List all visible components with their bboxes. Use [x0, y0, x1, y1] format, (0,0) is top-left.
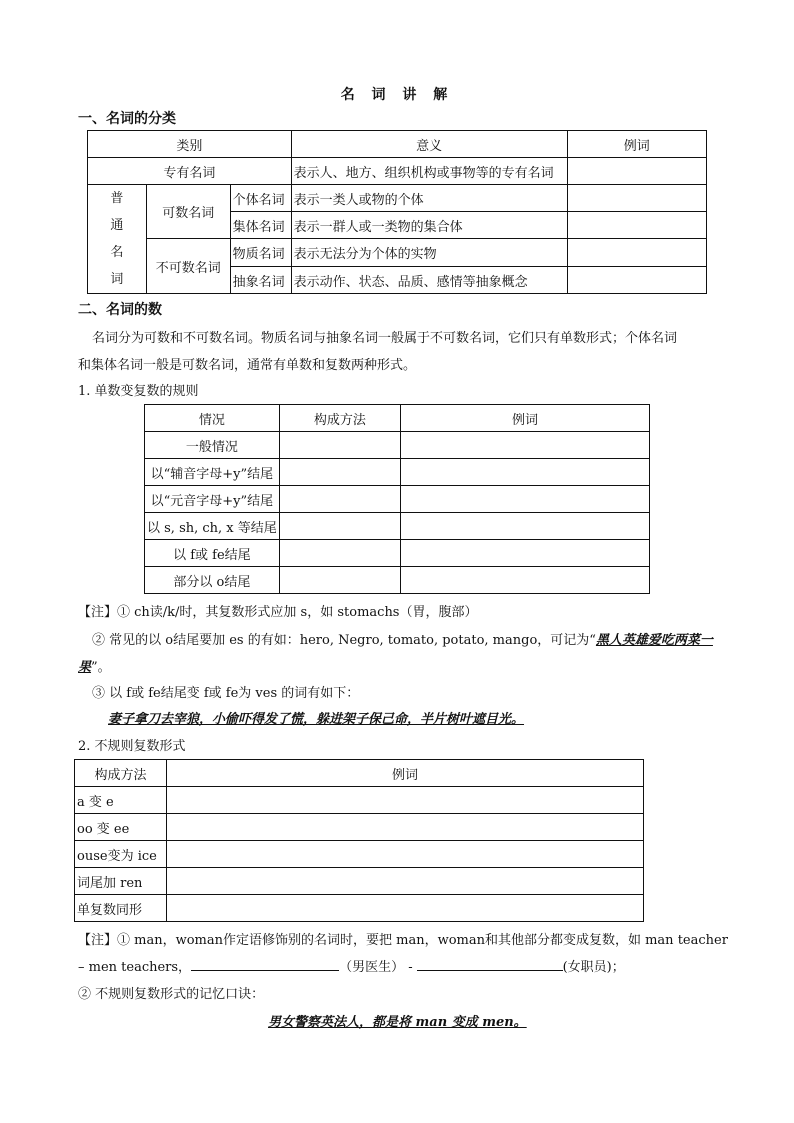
- note-man-woman-cont: [78, 954, 625, 982]
- subheading-plural-rules: 1. 单数变复数的规则: [78, 384, 199, 399]
- plural-rules-table: [144, 404, 650, 594]
- note-man-woman: 【注】① man，woman作定语修饰别的名词时，要把 man，woman和其他部分都变成复数，如 man teacher: [78, 933, 728, 948]
- common-noun-label: [88, 185, 147, 294]
- header-example: 例词: [166, 760, 643, 787]
- method-cell: [279, 540, 400, 567]
- countable-label: 可数名词: [146, 185, 230, 239]
- page-title: 名 词 讲 解: [340, 87, 454, 103]
- method-cell: [279, 486, 400, 513]
- example-cell: [166, 841, 643, 868]
- noun-type: 物质名词: [230, 239, 291, 267]
- example-cell: [567, 267, 706, 294]
- answer-blank-female-clerk[interactable]: [417, 956, 563, 971]
- noun-meaning: 表示一群人或一类物的集合体: [291, 212, 567, 239]
- table-row: [75, 814, 644, 841]
- table-row: [145, 459, 650, 486]
- table-row: [88, 185, 707, 212]
- table-row: [145, 432, 650, 459]
- table-header-row: [75, 760, 644, 787]
- classification-table: [87, 130, 707, 294]
- proper-noun-meaning: 表示人、地方、组织机构或事物等的专有名词: [291, 158, 567, 185]
- situation-cell: 部分以 o结尾: [145, 567, 280, 594]
- noun-meaning: 表示无法分为个体的实物: [291, 239, 567, 267]
- method-cell: oo 变 ee: [75, 814, 167, 841]
- method-cell: a 变 e: [75, 787, 167, 814]
- noun-type: 个体名词: [230, 185, 291, 212]
- table-row: [145, 513, 650, 540]
- table-row: [75, 787, 644, 814]
- table-row: [145, 486, 650, 513]
- example-cell: [400, 540, 649, 567]
- method-cell: [279, 432, 400, 459]
- example-cell: [400, 513, 649, 540]
- example-cell: [166, 895, 643, 922]
- note-irregular-mnemonic: ② 不规则复数形式的记忆口诀：: [78, 987, 265, 1002]
- mnemonic-o-part1: 黑人英雄爱吃两菜一: [595, 633, 713, 648]
- answer-blank-male-doctor[interactable]: [191, 956, 339, 971]
- section1-heading: 一、名词的分类: [78, 111, 176, 127]
- header-method: 构成方法: [75, 760, 167, 787]
- note-o-ending-cont: [78, 654, 111, 682]
- example-cell: [166, 814, 643, 841]
- situation-cell: 以“元音字母+y”结尾: [145, 486, 280, 513]
- table-row: [145, 540, 650, 567]
- method-cell: 词尾加 ren: [75, 868, 167, 895]
- note-o-ending: [92, 627, 713, 655]
- table-row: [88, 158, 707, 185]
- example-cell: [166, 868, 643, 895]
- note-f-ending: ③ 以 f或 fe结尾变 f或 fe为 ves 的词有如下：: [92, 686, 360, 701]
- paragraph-line: 和集体名词一般是可数名词，通常有单数和复数两种形式。: [78, 358, 417, 373]
- method-cell: [279, 567, 400, 594]
- example-cell: [400, 432, 649, 459]
- example-cell: [567, 239, 706, 267]
- paragraph-line: 名词分为可数和不可数名词。物质名词与抽象名词一般属于不可数名词，它们只有单数形式；个体名词: [92, 331, 678, 346]
- table-row: [88, 239, 707, 267]
- mnemonic-f-ending: 妻子拿刀去宰狼，小偷吓得发了慌，躲进架子保己命，半片树叶遮目光。: [108, 712, 525, 727]
- example-cell: [400, 486, 649, 513]
- note-o-end: ”。: [91, 660, 111, 675]
- example-cell: [567, 185, 706, 212]
- example-cell: [567, 212, 706, 239]
- situation-cell: 以 f或 fe结尾: [145, 540, 280, 567]
- note-o-text: ② 常见的以 o结尾要加 es 的有如：hero, Negro, tomato, potato, mango，可记为“: [92, 633, 596, 648]
- note-female-clerk: (女职员)；: [562, 960, 625, 975]
- noun-type: 集体名词: [230, 212, 291, 239]
- common-char: 词: [110, 272, 124, 287]
- irregular-table: [74, 759, 644, 922]
- header-example: 例词: [567, 131, 706, 158]
- note-male-doctor: （男医生） -: [339, 960, 413, 975]
- mnemonic-man-men: 男女警察英法人，都是将 man 变成 men。: [268, 1015, 527, 1030]
- proper-noun-label: 专有名词: [88, 158, 292, 185]
- header-situation: 情况: [145, 405, 280, 432]
- method-cell: [279, 459, 400, 486]
- example-cell: [166, 787, 643, 814]
- noun-meaning: 表示一类人或物的个体: [291, 185, 567, 212]
- table-header-row: [88, 131, 707, 158]
- subheading-irregular: 2. 不规则复数形式: [78, 739, 186, 754]
- situation-cell: 一般情况: [145, 432, 280, 459]
- header-category: 类别: [88, 131, 292, 158]
- section2-heading: 二、名词的数: [78, 302, 162, 318]
- common-char: 通: [110, 218, 124, 233]
- header-method: 构成方法: [279, 405, 400, 432]
- table-row: [75, 841, 644, 868]
- noun-meaning: 表示动作、状态、品质、感情等抽象概念: [291, 267, 567, 294]
- common-char: 名: [110, 245, 124, 260]
- header-example: 例词: [400, 405, 649, 432]
- example-cell: [567, 158, 706, 185]
- mnemonic-o-part2: 果: [78, 660, 92, 675]
- table-row: [75, 868, 644, 895]
- method-cell: [279, 513, 400, 540]
- common-char: 普: [110, 191, 124, 206]
- example-cell: [400, 459, 649, 486]
- note-men-teachers: – men teachers，: [78, 960, 192, 975]
- situation-cell: 以“辅音字母+y”结尾: [145, 459, 280, 486]
- table-row: [75, 895, 644, 922]
- method-cell: 单复数同形: [75, 895, 167, 922]
- noun-type: 抽象名词: [230, 267, 291, 294]
- note-ch: 【注】① ch读/k/时，其复数形式应加 s，如 stomachs（胃，腹部）: [78, 605, 478, 620]
- uncountable-label: 不可数名词: [146, 239, 230, 294]
- method-cell: ouse变为 ice: [75, 841, 167, 868]
- header-meaning: 意义: [291, 131, 567, 158]
- example-cell: [400, 567, 649, 594]
- table-row: [145, 567, 650, 594]
- table-header-row: [145, 405, 650, 432]
- situation-cell: 以 s, sh, ch, x 等结尾: [145, 513, 280, 540]
